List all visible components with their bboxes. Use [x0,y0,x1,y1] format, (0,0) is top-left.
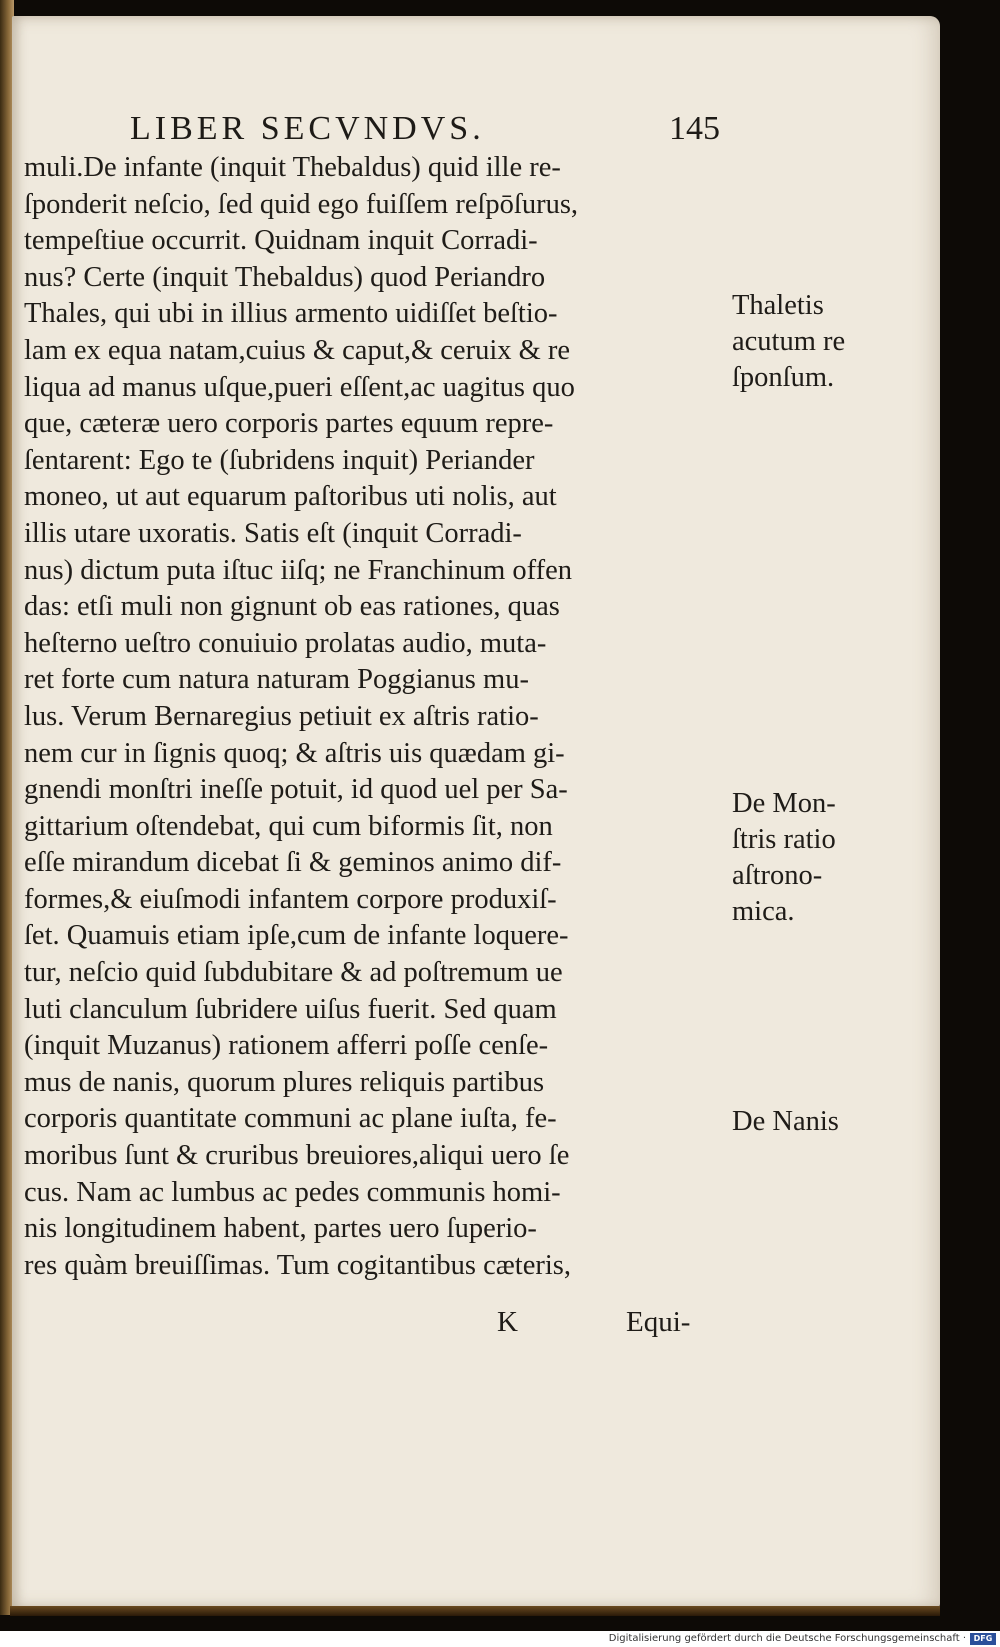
running-head: LIBER SECVNDVS. [130,110,485,147]
text-line: eſſe mirandum dicebat ſi & geminos animo dif- [24,847,562,879]
text-line: corporis quantitate communi ac plane iuſta, fe- [24,1103,557,1135]
dfg-logo: DFG [970,1633,996,1645]
text-line: moribus ſunt & cruribus breuiores,aliqui uero ſe [24,1140,570,1172]
text-line: tempeſtiue occurrit. Quidnam inquit Corradi- [24,225,538,257]
page-number: 145 [669,110,720,147]
text-line: Thales, qui ubi in illius armento uidiſſet beſtio- [24,298,558,330]
margin-note-line: ſtris ratio [732,824,836,855]
text-line: ſet. Quamuis etiam ipſe,cum de infante loquere- [24,920,569,952]
margin-note-line: De Mon- [732,788,836,819]
text-line: das: etſi muli non gignunt ob eas rationes, quas [24,591,560,623]
digitization-credit-bar [0,1631,1000,1647]
text-line: nus? Certe (inquit Thebaldus) quod Periandro [24,261,546,293]
text-line: tur, neſcio quid ſubdubitare & ad poſtremum ue [24,957,563,989]
text-line: nis longitudinem habent, partes uero ſuperio- [24,1213,537,1245]
text-line: luti clanculum ſubridere uiſus fuerit. Sed quam [24,993,557,1025]
signature-mark: K [497,1306,518,1338]
text-line: ſponderit neſcio, ſed quid ego fuiſſem reſpōſurus, [24,188,579,220]
page-header [130,108,720,150]
page-bottom-edge [10,1606,940,1616]
margin-note-line: acutum re [732,326,846,357]
text-line: liqua ad manus uſque,pueri eſſent,ac uagitus quo [24,371,575,403]
text-line: ſentarent: Ego te (ſubridens inquit) Periander [24,444,535,476]
text-line: mus de nanis, quorum plures reliquis partibus [24,1066,545,1098]
margin-note-nanis [732,1104,882,1140]
margin-note-monstris [732,786,882,930]
margin-note-line: aſtrono- [732,860,823,891]
text-line: nem cur in ſignis quoq; & aſtris uis quædam gi- [24,737,565,769]
text-line: que, cæteræ uero corporis partes equum repre- [24,408,554,440]
text-line: res quàm breuiſſimas. Tum cogitantibus cæteris, [24,1249,571,1281]
text-line: ret forte cum natura naturam Poggianus mu- [24,664,529,696]
margin-note-line: mica. [732,896,795,927]
text-line: gittarium oſtendebat, qui cum biformis ſit, non [24,810,553,842]
text-line: lus. Verum Bernaregius petiuit ex aſtris ratio- [24,700,539,732]
margin-note-thaletis [732,288,882,396]
main-text-block [24,150,724,1284]
text-line: moneo, ut aut equarum paſtoribus uti nolis, aut [24,481,557,513]
text-line: nus) dictum puta iſtuc iiſq; ne Franchinum offen [24,554,572,586]
text-line: illis utare uxoratis. Satis eſt (inquit Corradi- [24,517,522,549]
text-line: formes,& eiuſmodi infantem corpore produxiſ- [24,883,557,915]
margin-note-line: ſponſum. [732,362,835,393]
text-line: (inquit Muzanus) rationem afferri poſſe cenſe- [24,1030,549,1062]
credit-text: Digitalisierung gefördert durch die Deutsche Forschungsgemeinschaft · [608,1633,966,1644]
text-line: gnendi monſtri ineſſe potuit, id quod uel per Sa- [24,774,568,806]
text-line: muli.De infante (inquit Thebaldus) quid ille re- [24,152,561,183]
margin-note-line: De Nanis [732,1106,839,1137]
text-line: heſterno ueſtro conuiuio prolatas audio, muta- [24,627,547,659]
text-line: lam ex equa natam,cuius & caput,& ceruix & re [24,334,571,366]
margin-note-line: Thaletis [732,290,824,321]
catchword: Equi- [626,1306,691,1338]
text-line: cus. Nam ac lumbus ac pedes communis homi- [24,1176,561,1208]
